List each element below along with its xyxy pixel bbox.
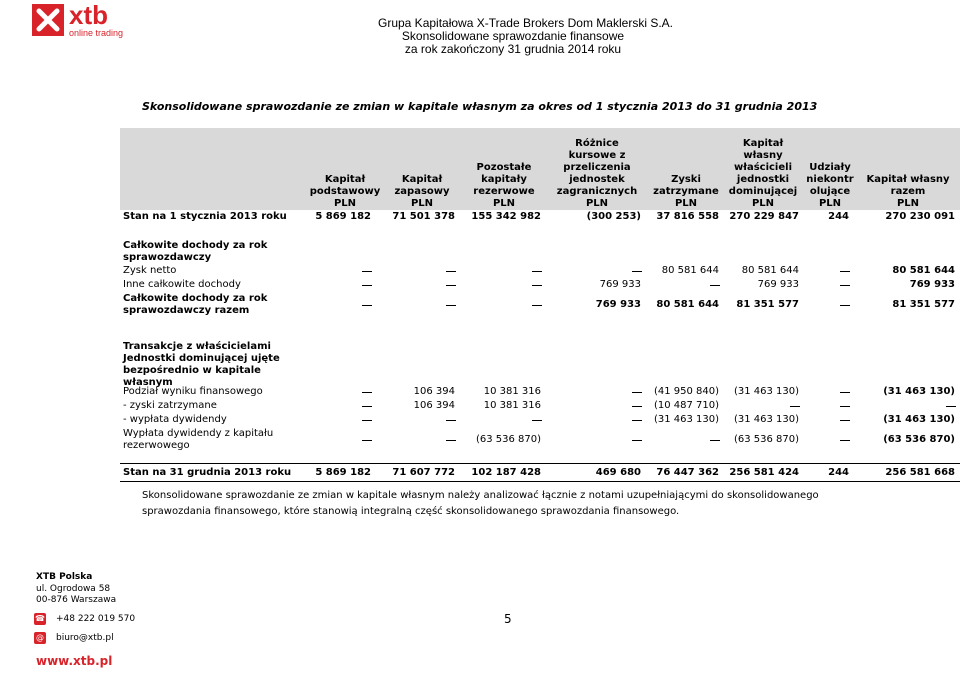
column-header-line: właścicieli [734, 162, 792, 173]
row-label: Inne całkowite dochody [123, 279, 241, 290]
column-header-line: zagranicznych [556, 186, 638, 197]
empty-cell-dash [840, 406, 850, 407]
empty-cell-dash [710, 440, 720, 441]
separator-line [120, 481, 960, 482]
row-label: - wypłata dywidendy [123, 414, 227, 425]
empty-cell-dash [840, 285, 850, 286]
empty-cell-dash [632, 271, 642, 272]
empty-cell-dash [710, 285, 720, 286]
empty-cell-dash [790, 406, 800, 407]
column-header-line: Udziały [809, 162, 851, 173]
table-cell: (300 253) [586, 211, 641, 222]
column-header [386, 128, 458, 210]
xtb-logo [32, 0, 132, 38]
column-header-line: olujące [809, 186, 851, 197]
column-header [724, 128, 802, 210]
column-header-line: PLN [818, 198, 842, 209]
table-cell: 71 501 378 [392, 211, 455, 222]
column-header-line: niekontr [806, 174, 854, 185]
column-header-line: PLN [492, 198, 516, 209]
empty-cell-dash [840, 305, 850, 306]
header-company: Grupa Kapitałowa X-Trade Brokers Dom Maklerski S.A. [378, 16, 673, 30]
empty-cell-dash [446, 305, 456, 306]
header-report: Skonsolidowane sprawozdanie finansowe [401, 29, 625, 43]
table-cell: (63 536 870) [883, 434, 955, 445]
column-header-line: Zyski [671, 174, 701, 185]
empty-cell-dash [632, 440, 642, 441]
table-cell: (63 536 870) [733, 434, 799, 445]
table-cell: (31 463 130) [733, 414, 799, 425]
row-label: - zyski zatrzymane [123, 400, 217, 411]
footer-phone: +48 222 019 570 [56, 614, 136, 624]
column-header [550, 128, 644, 210]
empty-cell-dash [446, 420, 456, 421]
empty-cell-dash [532, 420, 542, 421]
row-label: Całkowite dochody za rok sprawozdawczy [123, 240, 268, 263]
column-header-line: Pozostałe [476, 162, 532, 173]
empty-cell-dash [362, 440, 372, 441]
brand-name: xtb [69, 0, 108, 30]
table-cell: (31 463 130) [653, 414, 719, 425]
empty-cell-dash [362, 271, 372, 272]
empty-cell-dash [632, 392, 642, 393]
footer-website-link[interactable]: www.xtb.pl [36, 654, 113, 668]
empty-cell-dash [840, 392, 850, 393]
column-header-line: PLN [896, 198, 920, 209]
empty-cell-dash [840, 271, 850, 272]
column-header-line: rezerwowe [473, 186, 535, 197]
column-header-line: podstawowy [309, 186, 381, 197]
table-cell: 244 [828, 467, 849, 478]
statement-title: Skonsolidowane sprawozdanie ze zmian w kapitale własnym za okres od 1 stycznia 2013 do 31 grudnia 2013 [142, 100, 818, 113]
table-cell: 769 933 [599, 279, 641, 290]
column-header [650, 128, 722, 210]
table-cell: 769 933 [909, 279, 955, 290]
column-header [808, 128, 852, 210]
column-header-line: Kapitał [742, 138, 784, 149]
table-cell: (31 463 130) [733, 386, 799, 397]
xtb-logo-icon [32, 4, 64, 36]
table-cell: 256 581 668 [885, 467, 955, 478]
document-header [378, 16, 673, 56]
row-label: Transakcje z właścicielami Jednostki dominującej ujęte bezpośrednio w kapitale własnym [123, 341, 280, 388]
column-header-line: PLN [585, 198, 609, 209]
table-cell: (31 463 130) [883, 386, 955, 397]
empty-cell-dash [362, 285, 372, 286]
column-header-line: dominującej [728, 186, 798, 197]
table-cell: 106 394 [413, 400, 455, 411]
table-cell: (63 536 870) [475, 434, 541, 445]
table-cell: 71 607 772 [392, 467, 455, 478]
empty-cell-dash [632, 406, 642, 407]
empty-cell-dash [446, 440, 456, 441]
column-header [309, 128, 381, 210]
column-header-line: jednostki [736, 174, 790, 185]
table-cell: 10 381 316 [483, 400, 541, 411]
empty-cell-dash [946, 406, 956, 407]
column-header-line: PLN [333, 198, 357, 209]
column-header-line: zapasowy [394, 186, 450, 197]
column-header-line: PLN [751, 198, 775, 209]
table-cell: 270 230 091 [885, 211, 955, 222]
table-cell: 270 229 847 [729, 211, 799, 222]
column-header-line: własny [743, 150, 783, 161]
column-header-line: jednostek [569, 174, 625, 185]
empty-cell-dash [532, 285, 542, 286]
table-cell: 769 933 [595, 299, 641, 310]
footer-company: XTB Polska [36, 572, 93, 582]
column-header-line: PLN [674, 198, 698, 209]
row-label: Stan na 31 grudnia 2013 roku [123, 467, 292, 478]
empty-cell-dash [362, 392, 372, 393]
table-cell: 81 351 577 [736, 299, 799, 310]
empty-cell-dash [362, 305, 372, 306]
row-label: Podział wyniku finansowego [123, 386, 263, 397]
table-cell: 769 933 [757, 279, 799, 290]
table-cell: (31 463 130) [883, 414, 955, 425]
empty-cell-dash [532, 271, 542, 272]
page-number: 5 [504, 612, 512, 626]
column-header-line: zatrzymane [653, 186, 719, 197]
table-cell: 155 342 982 [471, 211, 541, 222]
brand-tagline: online trading [69, 28, 124, 38]
column-header-line: przeliczenia [563, 162, 631, 173]
table-cell: 80 581 644 [661, 265, 719, 276]
column-header-line: Kapitał [401, 174, 443, 185]
empty-cell-dash [632, 420, 642, 421]
table-cell: 5 869 182 [315, 467, 371, 478]
table-cell: 106 394 [413, 386, 455, 397]
column-header [464, 128, 544, 210]
footer-email[interactable]: biuro@xtb.pl [56, 633, 114, 643]
empty-cell-dash [362, 420, 372, 421]
row-label: Wypłata dywidendy z kapitału rezerwowego [123, 428, 274, 451]
footer-city: 00-876 Warszawa [36, 595, 117, 605]
table-cell: 37 816 558 [656, 211, 719, 222]
empty-cell-dash [446, 271, 456, 272]
table-cell: 256 581 424 [729, 467, 799, 478]
separator-line [120, 463, 960, 464]
empty-cell-dash [362, 406, 372, 407]
table-cell: 10 381 316 [483, 386, 541, 397]
table-cell: 5 869 182 [315, 211, 371, 222]
table-cell: 76 447 362 [656, 467, 719, 478]
row-label: Zysk netto [123, 265, 177, 276]
at-icon: @ [36, 633, 44, 642]
table-cell: (41 950 840) [653, 386, 719, 397]
footer-street: ul. Ogrodowa 58 [36, 584, 111, 594]
column-header-line: razem [890, 186, 926, 197]
table-cell: 244 [828, 211, 849, 222]
column-header-line: Kapitał własny [866, 174, 950, 185]
column-header-line: kursowe z [568, 150, 626, 161]
table-cell: 80 581 644 [741, 265, 799, 276]
empty-cell-dash [840, 420, 850, 421]
row-label: Całkowite dochody za rok sprawozdawczy razem [123, 293, 268, 316]
column-header-line: Kapitał [324, 174, 366, 185]
phone-icon: ☎ [35, 614, 45, 623]
table-cell: 81 351 577 [892, 299, 955, 310]
column-header-line: PLN [410, 198, 434, 209]
header-period: za rok zakończony 31 grudnia 2014 roku [404, 42, 622, 56]
column-header [858, 128, 958, 210]
empty-cell-dash [532, 305, 542, 306]
column-header-line: kapitały [481, 174, 527, 185]
table-cell: 469 680 [595, 467, 641, 478]
table-cell: 80 581 644 [656, 299, 719, 310]
column-header-line: Różnice [575, 138, 619, 149]
empty-cell-dash [446, 285, 456, 286]
table-cell: (10 487 710) [653, 400, 719, 411]
table-cell: 102 187 428 [471, 467, 541, 478]
table-cell: 80 581 644 [892, 265, 955, 276]
empty-cell-dash [840, 440, 850, 441]
row-label: Stan na 1 stycznia 2013 roku [123, 211, 287, 222]
statement-note: Skonsolidowane sprawozdanie ze zmian w kapitale własnym należy analizować łącznie z notami uzupełniającymi do skonsolidowanego sprawozdania finansowego, które stanowią integralną część skonsolidowanego sprawozdania finansowego. [142, 490, 819, 517]
